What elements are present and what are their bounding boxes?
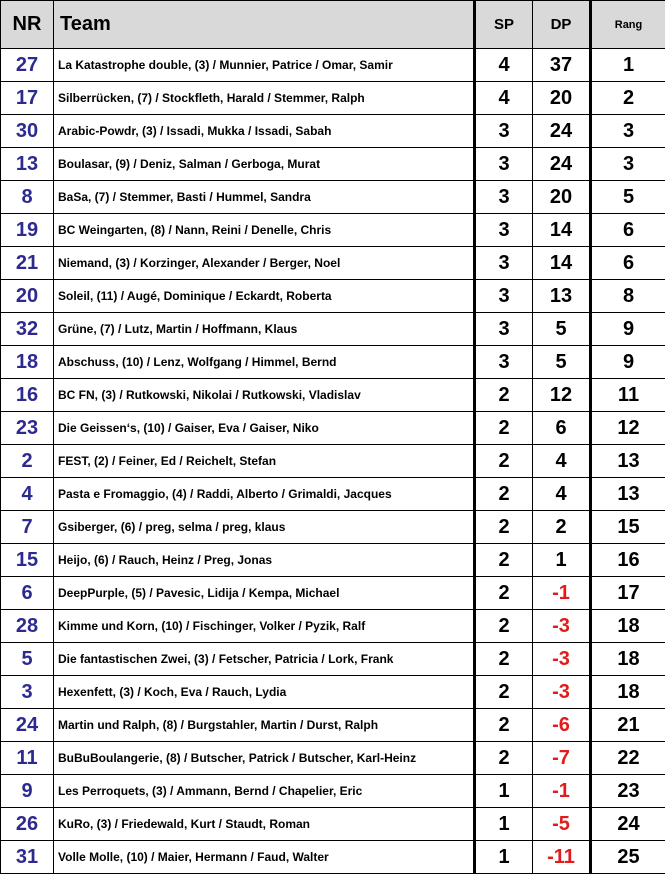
sp-value: 3 bbox=[475, 115, 533, 148]
rank-value: 24 bbox=[591, 808, 665, 841]
team-name: Silberrücken, (7) / Stockfleth, Harald / Stemmer, Ralph bbox=[54, 82, 475, 115]
team-name: BuBuBoulangerie, (8) / Butscher, Patrick / Butscher, Karl-Heinz bbox=[54, 742, 475, 775]
rank-value: 3 bbox=[591, 148, 665, 181]
header-sp: SP bbox=[475, 1, 533, 49]
team-number: 24 bbox=[1, 709, 54, 742]
dp-value: 14 bbox=[533, 247, 591, 280]
sp-value: 2 bbox=[475, 709, 533, 742]
sp-value: 2 bbox=[475, 478, 533, 511]
rank-value: 6 bbox=[591, 214, 665, 247]
sp-value: 3 bbox=[475, 346, 533, 379]
dp-value: 1 bbox=[533, 544, 591, 577]
rank-value: 2 bbox=[591, 82, 665, 115]
sp-value: 2 bbox=[475, 412, 533, 445]
dp-value: -6 bbox=[533, 709, 591, 742]
sp-value: 3 bbox=[475, 313, 533, 346]
header-nr: NR bbox=[1, 1, 54, 49]
sp-value: 1 bbox=[475, 808, 533, 841]
dp-value: 6 bbox=[533, 412, 591, 445]
table-row bbox=[1, 346, 665, 379]
table-row bbox=[1, 610, 665, 643]
team-number: 7 bbox=[1, 511, 54, 544]
dp-value: 14 bbox=[533, 214, 591, 247]
dp-value: 4 bbox=[533, 478, 591, 511]
team-name: Heijo, (6) / Rauch, Heinz / Preg, Jonas bbox=[54, 544, 475, 577]
dp-value: 13 bbox=[533, 280, 591, 313]
header-rang: Rang bbox=[591, 1, 665, 49]
header-team: Team bbox=[54, 1, 475, 49]
dp-value: 5 bbox=[533, 313, 591, 346]
team-name: Boulasar, (9) / Deniz, Salman / Gerboga, Murat bbox=[54, 148, 475, 181]
team-number: 26 bbox=[1, 808, 54, 841]
table-row bbox=[1, 280, 665, 313]
table-row bbox=[1, 808, 665, 841]
table-row bbox=[1, 742, 665, 775]
dp-value: 2 bbox=[533, 511, 591, 544]
rank-value: 16 bbox=[591, 544, 665, 577]
team-number: 17 bbox=[1, 82, 54, 115]
rank-value: 13 bbox=[591, 478, 665, 511]
sp-value: 1 bbox=[475, 841, 533, 874]
team-number: 21 bbox=[1, 247, 54, 280]
team-number: 18 bbox=[1, 346, 54, 379]
sp-value: 2 bbox=[475, 577, 533, 610]
table-row bbox=[1, 544, 665, 577]
sp-value: 3 bbox=[475, 181, 533, 214]
team-number: 4 bbox=[1, 478, 54, 511]
sp-value: 3 bbox=[475, 214, 533, 247]
rank-value: 13 bbox=[591, 445, 665, 478]
header-dp: DP bbox=[533, 1, 591, 49]
sp-value: 2 bbox=[475, 511, 533, 544]
team-number: 5 bbox=[1, 643, 54, 676]
dp-value: -1 bbox=[533, 577, 591, 610]
table-row bbox=[1, 511, 665, 544]
rank-value: 11 bbox=[591, 379, 665, 412]
table-row bbox=[1, 247, 665, 280]
sp-value: 1 bbox=[475, 775, 533, 808]
team-name: Hexenfett, (3) / Koch, Eva / Rauch, Lydia bbox=[54, 676, 475, 709]
sp-value: 3 bbox=[475, 247, 533, 280]
team-number: 9 bbox=[1, 775, 54, 808]
team-number: 19 bbox=[1, 214, 54, 247]
rank-value: 1 bbox=[591, 49, 665, 82]
team-number: 20 bbox=[1, 280, 54, 313]
table-row bbox=[1, 775, 665, 808]
dp-value: -1 bbox=[533, 775, 591, 808]
table-body bbox=[1, 49, 665, 874]
sp-value: 2 bbox=[475, 445, 533, 478]
rank-value: 8 bbox=[591, 280, 665, 313]
table-row bbox=[1, 676, 665, 709]
rank-value: 15 bbox=[591, 511, 665, 544]
rank-value: 12 bbox=[591, 412, 665, 445]
team-number: 31 bbox=[1, 841, 54, 874]
dp-value: 20 bbox=[533, 82, 591, 115]
team-name: FEST, (2) / Feiner, Ed / Reichelt, Stefan bbox=[54, 445, 475, 478]
team-name: Martin und Ralph, (8) / Burgstahler, Martin / Durst, Ralph bbox=[54, 709, 475, 742]
table-row bbox=[1, 445, 665, 478]
rank-value: 6 bbox=[591, 247, 665, 280]
table-row bbox=[1, 709, 665, 742]
team-name: Soleil, (11) / Augé, Dominique / Eckardt, Roberta bbox=[54, 280, 475, 313]
team-number: 15 bbox=[1, 544, 54, 577]
sp-value: 2 bbox=[475, 610, 533, 643]
rank-value: 18 bbox=[591, 676, 665, 709]
dp-value: -5 bbox=[533, 808, 591, 841]
sp-value: 3 bbox=[475, 280, 533, 313]
dp-value: -7 bbox=[533, 742, 591, 775]
rank-value: 3 bbox=[591, 115, 665, 148]
team-name: DeepPurple, (5) / Pavesic, Lidija / Kempa, Michael bbox=[54, 577, 475, 610]
team-name: Arabic-Powdr, (3) / Issadi, Mukka / Issadi, Sabah bbox=[54, 115, 475, 148]
dp-value: 12 bbox=[533, 379, 591, 412]
rank-value: 9 bbox=[591, 346, 665, 379]
sp-value: 2 bbox=[475, 742, 533, 775]
team-number: 32 bbox=[1, 313, 54, 346]
team-number: 3 bbox=[1, 676, 54, 709]
sp-value: 3 bbox=[475, 148, 533, 181]
team-number: 16 bbox=[1, 379, 54, 412]
team-number: 23 bbox=[1, 412, 54, 445]
table-row bbox=[1, 313, 665, 346]
team-number: 8 bbox=[1, 181, 54, 214]
sp-value: 4 bbox=[475, 82, 533, 115]
rank-value: 21 bbox=[591, 709, 665, 742]
team-name: Niemand, (3) / Korzinger, Alexander / Berger, Noel bbox=[54, 247, 475, 280]
sp-value: 2 bbox=[475, 643, 533, 676]
team-name: Pasta e Fromaggio, (4) / Raddi, Alberto / Grimaldi, Jacques bbox=[54, 478, 475, 511]
team-name: KuRo, (3) / Friedewald, Kurt / Staudt, Roman bbox=[54, 808, 475, 841]
rank-value: 5 bbox=[591, 181, 665, 214]
table-row bbox=[1, 379, 665, 412]
table-row bbox=[1, 115, 665, 148]
team-name: BaSa, (7) / Stemmer, Basti / Hummel, Sandra bbox=[54, 181, 475, 214]
sp-value: 2 bbox=[475, 676, 533, 709]
table-row bbox=[1, 148, 665, 181]
dp-value: 4 bbox=[533, 445, 591, 478]
dp-value: -11 bbox=[533, 841, 591, 874]
team-name: Abschuss, (10) / Lenz, Wolfgang / Himmel, Bernd bbox=[54, 346, 475, 379]
dp-value: 24 bbox=[533, 148, 591, 181]
team-number: 28 bbox=[1, 610, 54, 643]
team-name: Grüne, (7) / Lutz, Martin / Hoffmann, Klaus bbox=[54, 313, 475, 346]
table-row bbox=[1, 82, 665, 115]
team-number: 27 bbox=[1, 49, 54, 82]
table-row bbox=[1, 214, 665, 247]
dp-value: -3 bbox=[533, 643, 591, 676]
team-name: La Katastrophe double, (3) / Munnier, Patrice / Omar, Samir bbox=[54, 49, 475, 82]
team-number: 6 bbox=[1, 577, 54, 610]
sp-value: 4 bbox=[475, 49, 533, 82]
table-row bbox=[1, 181, 665, 214]
team-number: 11 bbox=[1, 742, 54, 775]
team-name: Les Perroquets, (3) / Ammann, Bernd / Chapelier, Eric bbox=[54, 775, 475, 808]
sp-value: 2 bbox=[475, 379, 533, 412]
table-row bbox=[1, 412, 665, 445]
rank-value: 9 bbox=[591, 313, 665, 346]
table-row bbox=[1, 841, 665, 874]
team-name: Volle Molle, (10) / Maier, Hermann / Faud, Walter bbox=[54, 841, 475, 874]
rank-value: 22 bbox=[591, 742, 665, 775]
rank-value: 18 bbox=[591, 643, 665, 676]
dp-value: 37 bbox=[533, 49, 591, 82]
table-row bbox=[1, 643, 665, 676]
team-number: 30 bbox=[1, 115, 54, 148]
dp-value: -3 bbox=[533, 676, 591, 709]
table-row bbox=[1, 478, 665, 511]
table-row bbox=[1, 577, 665, 610]
table-row bbox=[1, 49, 665, 82]
team-name: Die fantastischen Zwei, (3) / Fetscher, Patricia / Lork, Frank bbox=[54, 643, 475, 676]
dp-value: 24 bbox=[533, 115, 591, 148]
dp-value: 5 bbox=[533, 346, 591, 379]
rank-value: 23 bbox=[591, 775, 665, 808]
team-name: Kimme und Korn, (10) / Fischinger, Volker / Pyzik, Ralf bbox=[54, 610, 475, 643]
header-row bbox=[1, 1, 665, 49]
team-number: 13 bbox=[1, 148, 54, 181]
rank-value: 17 bbox=[591, 577, 665, 610]
team-name: Gsiberger, (6) / preg, selma / preg, klaus bbox=[54, 511, 475, 544]
rank-value: 25 bbox=[591, 841, 665, 874]
rank-value: 18 bbox=[591, 610, 665, 643]
team-name: BC FN, (3) / Rutkowski, Nikolai / Rutkowski, Vladislav bbox=[54, 379, 475, 412]
team-name: BC Weingarten, (8) / Nann, Reini / Denelle, Chris bbox=[54, 214, 475, 247]
sp-value: 2 bbox=[475, 544, 533, 577]
dp-value: -3 bbox=[533, 610, 591, 643]
team-number: 2 bbox=[1, 445, 54, 478]
dp-value: 20 bbox=[533, 181, 591, 214]
team-name: Die Geissen‘s, (10) / Gaiser, Eva / Gaiser, Niko bbox=[54, 412, 475, 445]
